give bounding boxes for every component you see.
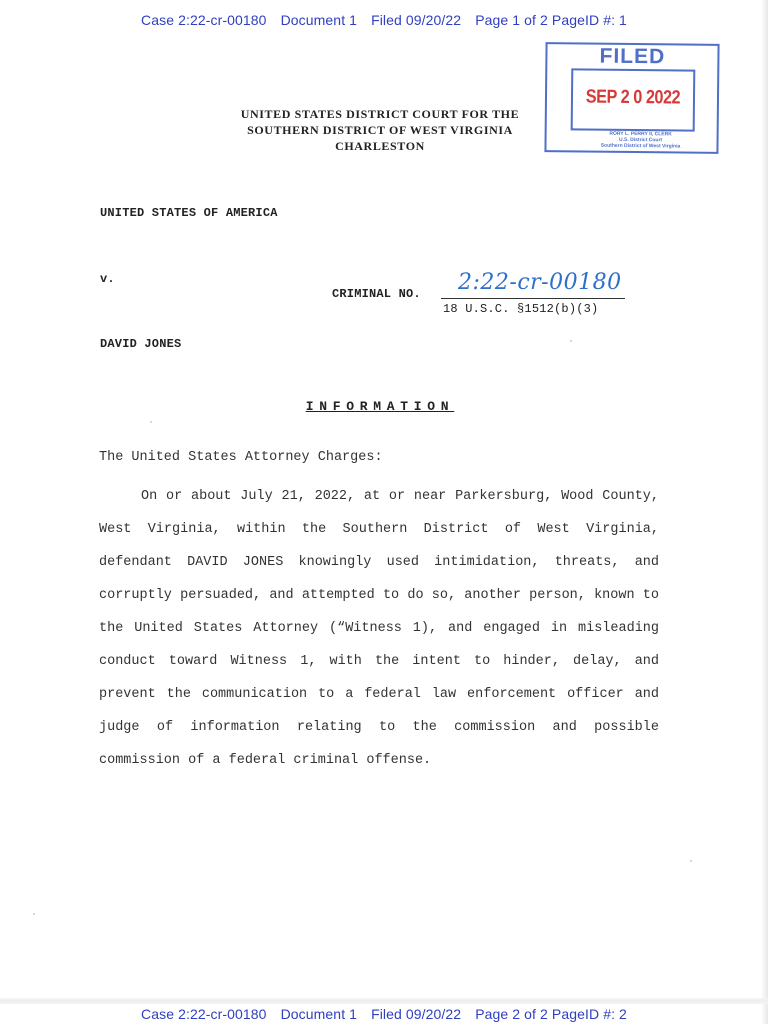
ecf-case-number: Case 2:22-cr-00180 <box>141 12 267 28</box>
stamp-filed-label: FILED <box>599 44 666 69</box>
filed-stamp <box>544 42 719 154</box>
ecf-filed-date: Filed 09/20/22 <box>371 1006 462 1022</box>
criminal-no-label: CRIMINAL NO. <box>332 287 421 301</box>
stamp-district-name: Southern District of West Virginia <box>600 142 681 150</box>
court-heading-line-2: SOUTHERN DISTRICT OF WEST VIRGINIA <box>247 123 513 137</box>
charges-intro: The United States Attorney Charges: <box>99 450 383 465</box>
scan-speck <box>570 340 572 342</box>
ecf-header-page-1 <box>0 12 768 28</box>
page-break <box>0 998 768 1004</box>
defendant-name: DAVID JONES <box>100 337 182 351</box>
criminal-no-handwritten: 2:22-cr-00180 <box>458 270 622 295</box>
plaintiff-name: UNITED STATES OF AMERICA <box>100 206 278 220</box>
page-edge <box>762 0 768 1024</box>
statute-citation: 18 U.S.C. §1512(b)(3) <box>443 302 599 316</box>
ecf-filed-date: Filed 09/20/22 <box>371 12 462 28</box>
stamp-date: SEP 2 0 2022 <box>585 86 681 109</box>
stamp-court-name: U.S. District Court <box>618 136 663 144</box>
court-heading-line-1: UNITED STATES DISTRICT COURT FOR THE <box>240 107 520 121</box>
scan-speck <box>150 421 152 423</box>
court-heading <box>222 106 538 154</box>
stamp-clerk-name: RORY L. PERRY II, CLERK <box>609 130 672 138</box>
scan-speck <box>33 913 35 915</box>
court-heading-line-3: CHARLESTON <box>335 139 425 153</box>
ecf-page-info: Page 2 of 2 PageID #: 2 <box>475 1006 627 1022</box>
ecf-document-number: Document 1 <box>280 1006 358 1022</box>
document-title: INFORMATION <box>305 399 455 414</box>
ecf-case-number: Case 2:22-cr-00180 <box>141 1006 267 1022</box>
ecf-document-number: Document 1 <box>280 12 358 28</box>
charge-paragraph: On or about July 21, 2022, at or near Parkersburg, Wood County, West Virginia, within the Southern District of West Virginia, defendant DAVID JONES knowingly used intimidation, threats, and corruptly persuaded, and attempted to do so, another person, known to the United States Attorney (“Witness 1), and engaged in misleading conduct toward Witness 1, with the intent to hinder, delay, and prevent the communication to a federal law enforcement officer and judge of information relating to the commission and possible commission of a federal criminal offense. <box>99 489 659 768</box>
scan-speck <box>690 860 692 862</box>
criminal-no-underline <box>441 298 625 299</box>
ecf-header-page-2 <box>0 1006 768 1022</box>
ecf-page-info: Page 1 of 2 PageID #: 1 <box>475 12 627 28</box>
versus: v. <box>100 272 115 286</box>
